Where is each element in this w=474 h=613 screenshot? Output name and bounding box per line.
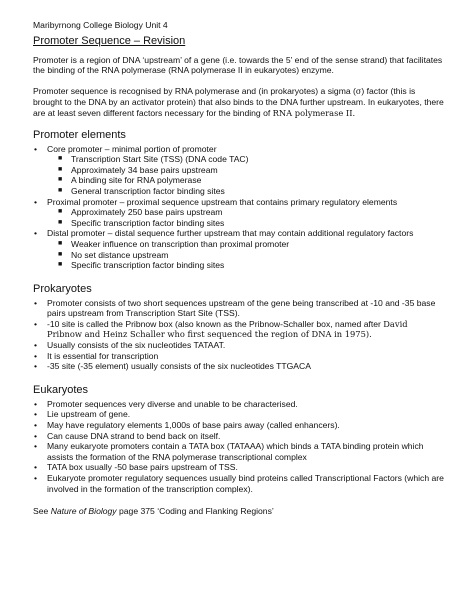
sub-list-item — [47, 250, 445, 261]
bullet-icon: • — [34, 473, 38, 483]
bullet-icon: • — [34, 441, 38, 452]
bullet-icon: • — [34, 143, 38, 154]
square-bullet-icon: ■ — [58, 261, 63, 269]
list-item-text: Promoter consists of two short sequences upstream of the gene being transcribed at -10 and -35 base pairs upstream from Transcription Start Site (TSS). — [47, 297, 436, 319]
prokaryotes-list — [33, 298, 445, 372]
list-item — [33, 399, 445, 410]
document-page — [33, 20, 445, 517]
sub-list-item-text: Approximately 34 base pairs upstream — [71, 164, 218, 175]
list-item — [33, 228, 445, 270]
bullet-icon: • — [34, 318, 38, 329]
square-bullet-icon: ■ — [58, 208, 63, 216]
list-item — [33, 441, 445, 462]
sub-list-item-text: Approximately 250 base pairs upstream — [71, 207, 223, 218]
bullet-icon: • — [34, 462, 38, 473]
bullet-icon: • — [34, 409, 38, 420]
bullet-icon: • — [34, 228, 38, 239]
prokaryotes-heading: Prokaryotes — [33, 282, 92, 295]
list-item-text: TATA box usually -50 base pairs upstream of TSS. — [47, 462, 238, 473]
list-item-text: Usually consists of the six nucleotides TATAAT. — [47, 340, 226, 351]
list-item — [33, 351, 445, 362]
sub-list-item-text: General transcription factor binding sites — [71, 185, 225, 196]
sub-list-item — [47, 165, 445, 176]
list-item-text: Distal promoter – distal sequence further upstream that may contain additional regulatory factors — [47, 228, 414, 239]
sigma-symbol: σ — [355, 86, 362, 96]
sub-list-item — [47, 260, 445, 271]
footer-reference — [33, 506, 445, 517]
sub-list-item-text: Transcription Start Site (TSS) (DNA code TAC) — [71, 154, 249, 165]
list-item — [33, 144, 445, 197]
list-item — [33, 319, 445, 340]
promoter-elements-heading: Promoter elements — [33, 128, 126, 141]
bullet-icon: • — [34, 297, 38, 308]
sub-list-item-text: A binding site for RNA polymerase — [71, 175, 202, 186]
sub-list — [47, 207, 445, 228]
sub-list — [47, 154, 445, 196]
intro-paragraph-2 — [33, 86, 445, 119]
square-bullet-icon: ■ — [58, 165, 63, 173]
square-bullet-icon: ■ — [58, 218, 63, 226]
list-item — [33, 197, 445, 229]
list-item-text: It is essential for transcription — [47, 350, 159, 361]
list-item-text: Core promoter – minimal portion of promoter — [47, 143, 217, 154]
sub-list-item — [47, 207, 445, 218]
list-item — [33, 473, 445, 494]
list-item — [33, 340, 445, 351]
sub-list-item-text: Specific transcription factor binding sites — [71, 260, 225, 271]
intro-p2-part-a: Promoter sequence is recognised by RNA polymerase and (in prokaryotes) a sigma ( — [33, 85, 356, 96]
eukaryotes-list — [33, 399, 445, 494]
list-item — [33, 462, 445, 473]
sub-list-item — [47, 186, 445, 197]
list-item — [33, 409, 445, 420]
list-item — [33, 298, 445, 319]
list-item — [33, 431, 445, 442]
square-bullet-icon: ■ — [58, 239, 63, 247]
intro-p2-part-b: ) factor (this is brought to the DNA by an activator protein) that also binds to the DNA further upstream. In eukaryotes, there are at least seven different factors necessary for the binding of — [33, 85, 444, 118]
sub-list-item-text: Weaker influence on transcription than proximal promoter — [71, 238, 290, 249]
sub-list-item-text: Specific transcription factor binding sites — [71, 217, 225, 228]
footer-book-title: Nature of Biology — [50, 506, 117, 517]
sub-list-item-text: No set distance upstream — [71, 249, 169, 260]
eukaryotes-heading: Eukaryotes — [33, 383, 89, 396]
intro-paragraph-1: Promoter is a region of DNA ‘upstream’ of a gene (i.e. towards the 5’ end of the sense strand) that facilitates the binding of the RNA polymerase (RNA polymerase II in eukaryotes) enzyme. — [33, 54, 443, 76]
bullet-icon: • — [34, 361, 38, 372]
page-title: Promoter Sequence – Revision — [33, 34, 186, 47]
promoter-elements-list — [33, 144, 445, 271]
list-item-text: -35 site (-35 element) usually consists of the six nucleotides TTGACA — [47, 361, 311, 372]
square-bullet-icon: ■ — [58, 186, 63, 194]
intro-p2-part-c: RNA polymerase II. — [272, 107, 356, 118]
bullet-icon: • — [34, 340, 38, 351]
list-item-text: -10 site is called the Pribnow box (also known as the Pribnow-Schaller box, named after — [47, 318, 384, 329]
footer-page-ref: page 375 ‘Coding and Flanking Regions’ — [116, 506, 274, 517]
list-item — [33, 420, 445, 431]
sub-list-item — [47, 239, 445, 250]
bullet-icon: • — [34, 196, 38, 207]
square-bullet-icon: ■ — [58, 155, 63, 163]
sub-list-item — [47, 154, 445, 165]
footer-see: See — [33, 506, 51, 517]
sub-list — [47, 239, 445, 271]
list-item-text-serif: David Pribnow and Heinz Schaller who first sequenced the region of DNA in 1975). — [47, 318, 408, 340]
bullet-icon: • — [34, 420, 38, 431]
list-item-text: Lie upstream of gene. — [47, 409, 131, 420]
list-item — [33, 361, 445, 372]
sub-list-item — [47, 175, 445, 186]
bullet-icon: • — [34, 350, 38, 361]
course-header: Maribyrnong College Biology Unit 4 — [33, 20, 168, 30]
bullet-icon: • — [34, 398, 38, 409]
square-bullet-icon: ■ — [58, 250, 63, 258]
sub-list-item — [47, 218, 445, 229]
square-bullet-icon: ■ — [58, 176, 63, 184]
list-item-text: Promoter sequences very diverse and unable to be characterised. — [47, 398, 298, 409]
list-item-text: Proximal promoter – proximal sequence upstream that contains primary regulatory elements — [47, 196, 398, 207]
bullet-icon: • — [34, 430, 38, 441]
list-item-text: May have regulatory elements 1,000s of base pairs away (called enhancers). — [47, 420, 340, 431]
list-item-text: Many eukaryote promoters contain a TATA box (TATAAA) which binds a TATA binding protein which assists the formation of the RNA polymerase transcriptional complex — [47, 441, 424, 462]
list-item-text: Eukaryote promoter regulatory sequences usually bind proteins called Transcriptional Factors (which are involved in the formation of the transcription complex). — [47, 473, 444, 494]
list-item-text: Can cause DNA strand to bend back on itself. — [47, 430, 221, 441]
